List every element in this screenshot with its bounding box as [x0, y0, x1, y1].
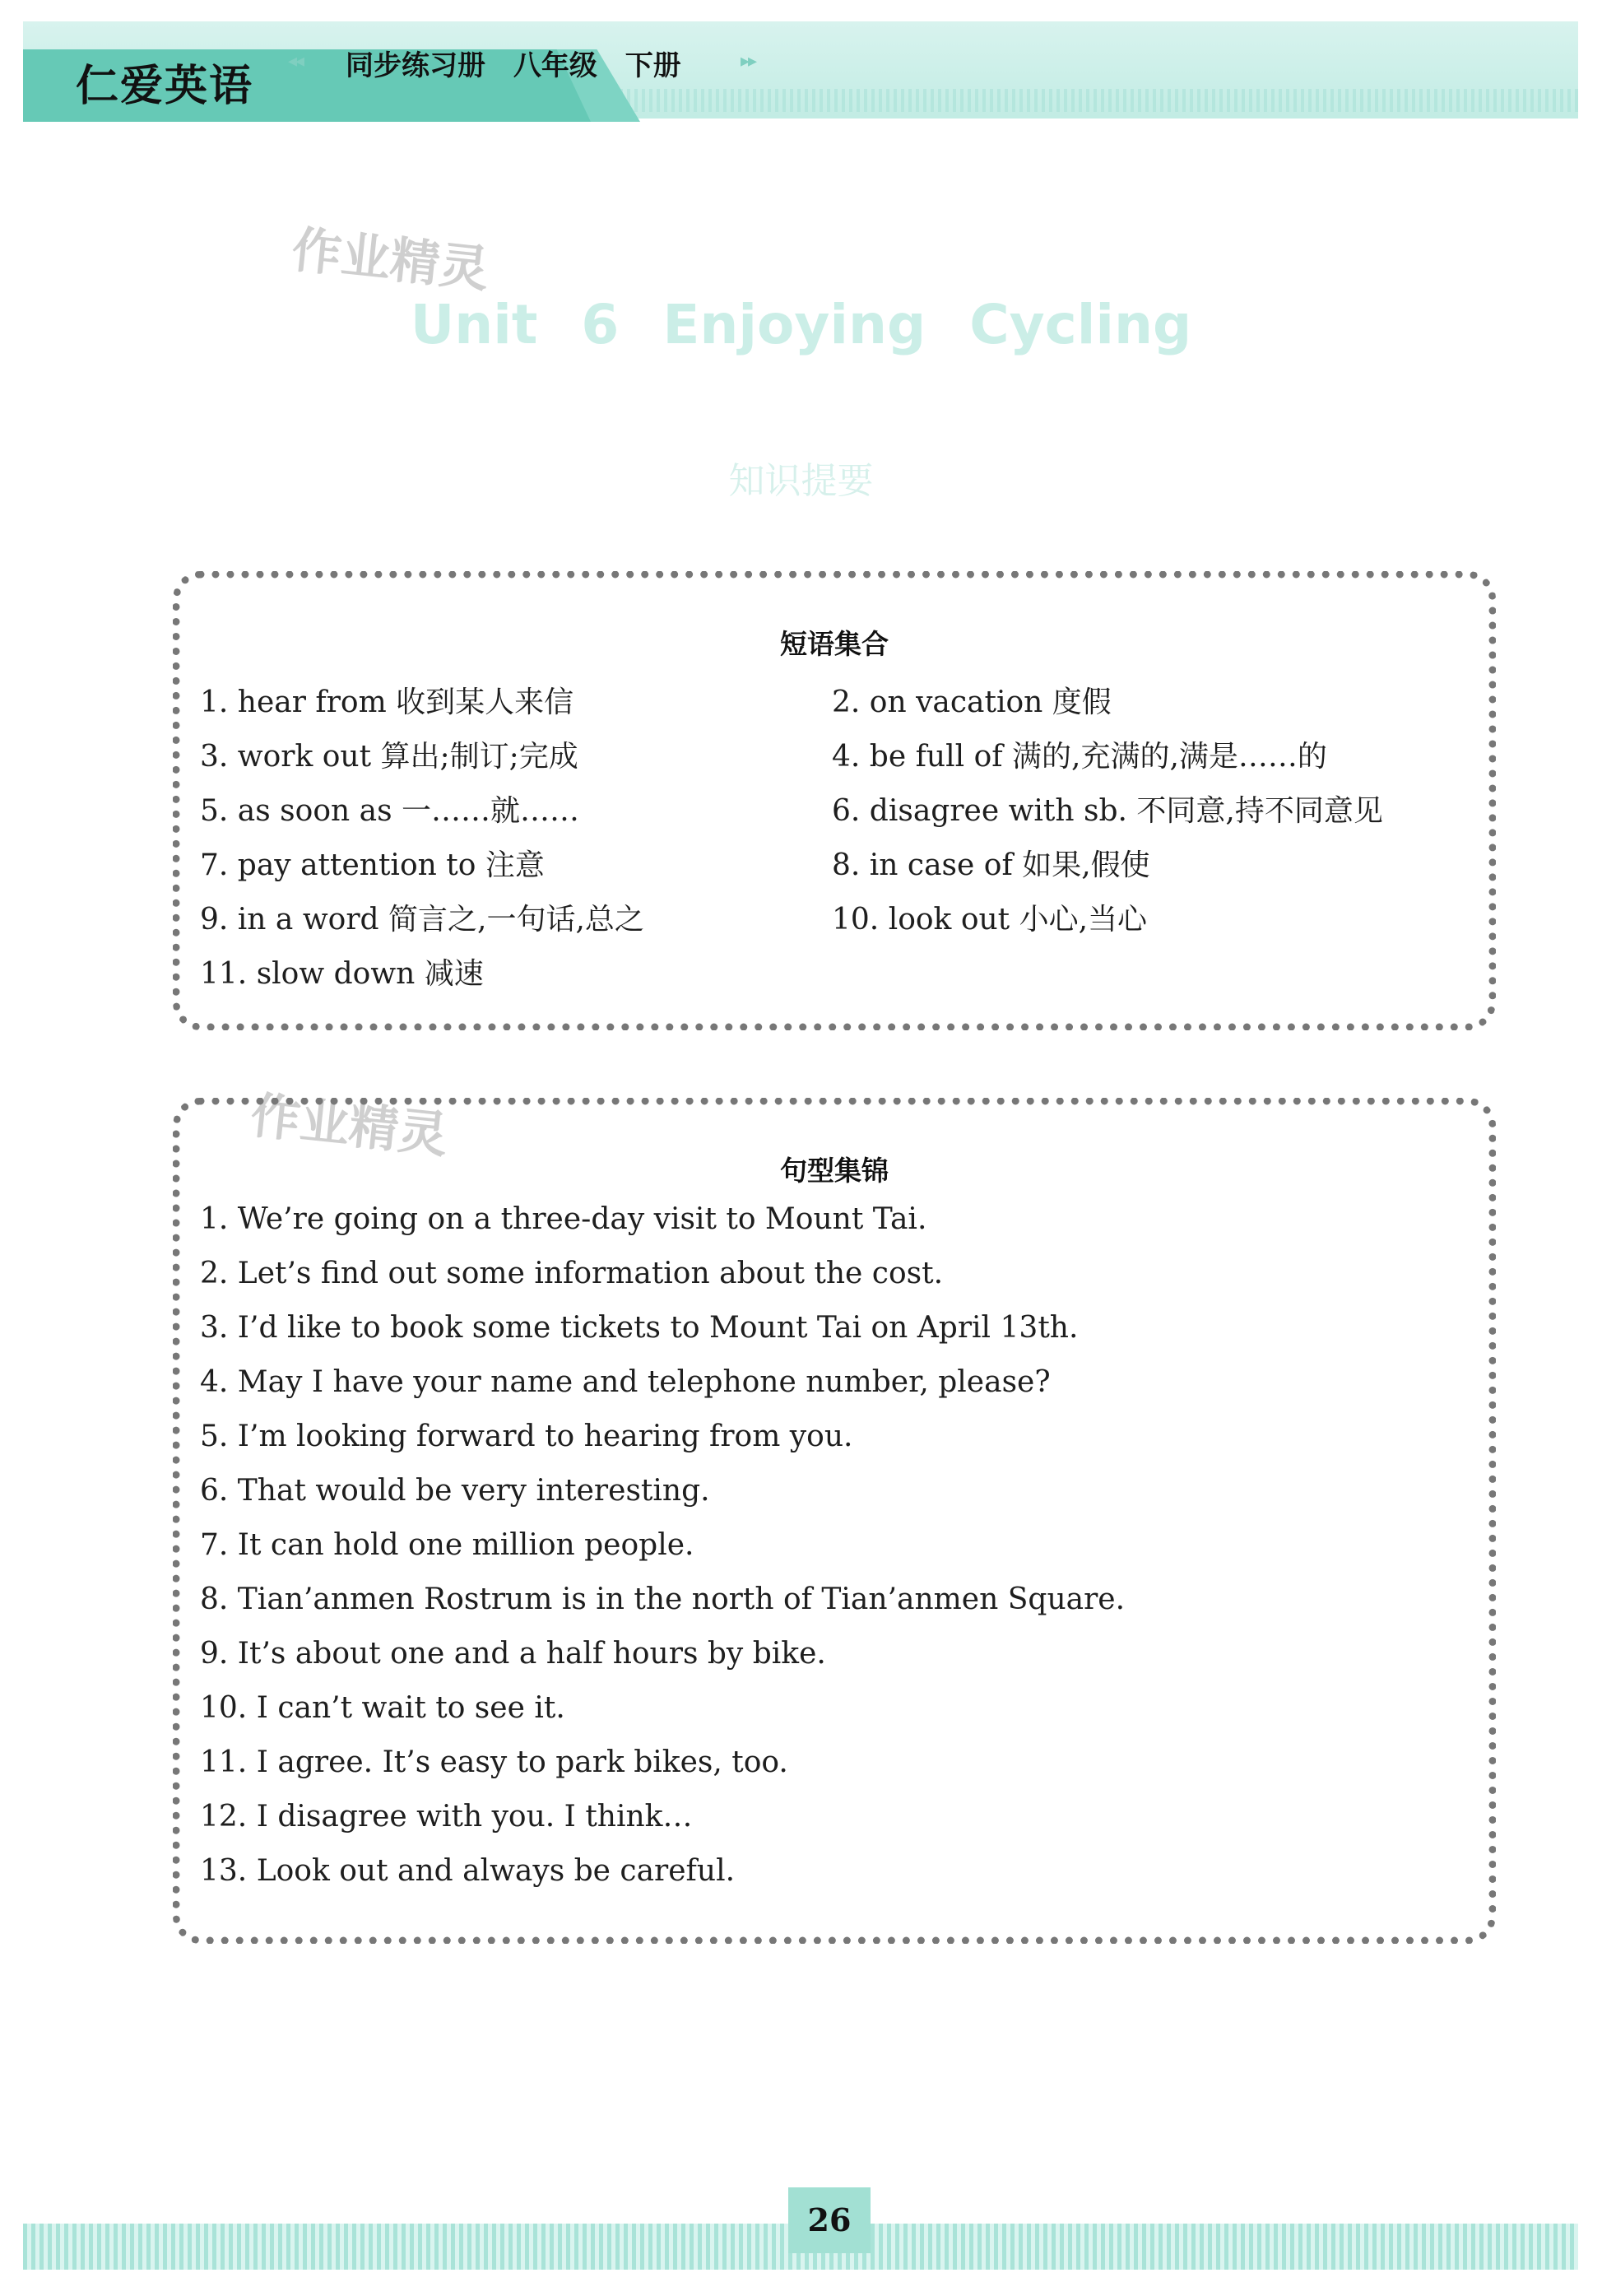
brand-title: 仁爱英语: [76, 62, 254, 111]
phrase-item: 7. pay attention to 注意: [200, 848, 545, 882]
page-number: 26: [788, 2187, 871, 2253]
phrase-item: 2. on vacation 度假: [832, 686, 1112, 719]
unit-title: Unit 6 Enjoying Cycling: [410, 293, 1192, 356]
sentence-item: 6. That would be very interesting.: [200, 1474, 710, 1508]
sentence-item: 1. We’re going on a three-day visit to Mount Tai.: [200, 1202, 927, 1236]
volume-label: 下册: [625, 49, 681, 82]
section-title: 知识提要: [728, 460, 874, 502]
book-info: [346, 43, 681, 83]
book-name: 同步练习册: [346, 49, 485, 82]
watermark-top: 作业精灵: [289, 221, 492, 300]
phrases-heading: 短语集合: [780, 628, 889, 660]
left-arrows-icon: ◂◂: [288, 51, 304, 72]
right-arrows-icon: ▸▸: [741, 51, 756, 72]
phrase-item: 5. as soon as 一……就……: [200, 794, 580, 828]
watermark-middle: 作业精灵: [248, 1086, 451, 1165]
phrase-item: 11. slow down 减速: [200, 957, 484, 991]
sentence-item: 2. Let’s find out some information about the cost.: [200, 1257, 944, 1290]
sentence-item: 7. It can hold one million people.: [200, 1528, 694, 1562]
phrase-item: 10. look out 小心,当心: [832, 903, 1148, 937]
sentence-item: 10. I can’t wait to see it.: [200, 1691, 565, 1725]
sentence-item: 12. I disagree with you. I think…: [200, 1800, 693, 1834]
sentence-item: 4. May I have your name and telephone number, please?: [200, 1365, 1051, 1399]
sentence-item: 8. Tian’anmen Rostrum is in the north of Tian’anmen Square.: [200, 1583, 1126, 1616]
grade-label: 八年级: [513, 49, 597, 82]
phrase-item: 1. hear from 收到某人来信: [200, 686, 574, 719]
phrase-item: 8. in case of 如果,假使: [832, 848, 1150, 882]
sentence-item: 13. Look out and always be careful.: [200, 1854, 736, 1888]
sentence-item: 9. It’s about one and a half hours by bike.: [200, 1637, 826, 1671]
phrase-item: 9. in a word 简言之,一句话,总之: [200, 903, 644, 937]
phrase-item: 6. disagree with sb. 不同意,持不同意见: [832, 794, 1383, 828]
sentences-box: [173, 1098, 1496, 1944]
sentences-heading: 句型集锦: [780, 1155, 889, 1187]
phrase-item: 4. be full of 满的,充满的,满是……的: [832, 740, 1327, 774]
sentence-item: 11. I agree. It’s easy to park bikes, too.: [200, 1745, 788, 1779]
phrase-item: 3. work out 算出;制订;完成: [200, 740, 578, 774]
phrases-box: [173, 571, 1496, 1030]
sentence-item: 3. I’d like to book some tickets to Mount Tai on April 13th.: [200, 1311, 1079, 1345]
sentence-item: 5. I’m looking forward to hearing from you.: [200, 1420, 853, 1453]
